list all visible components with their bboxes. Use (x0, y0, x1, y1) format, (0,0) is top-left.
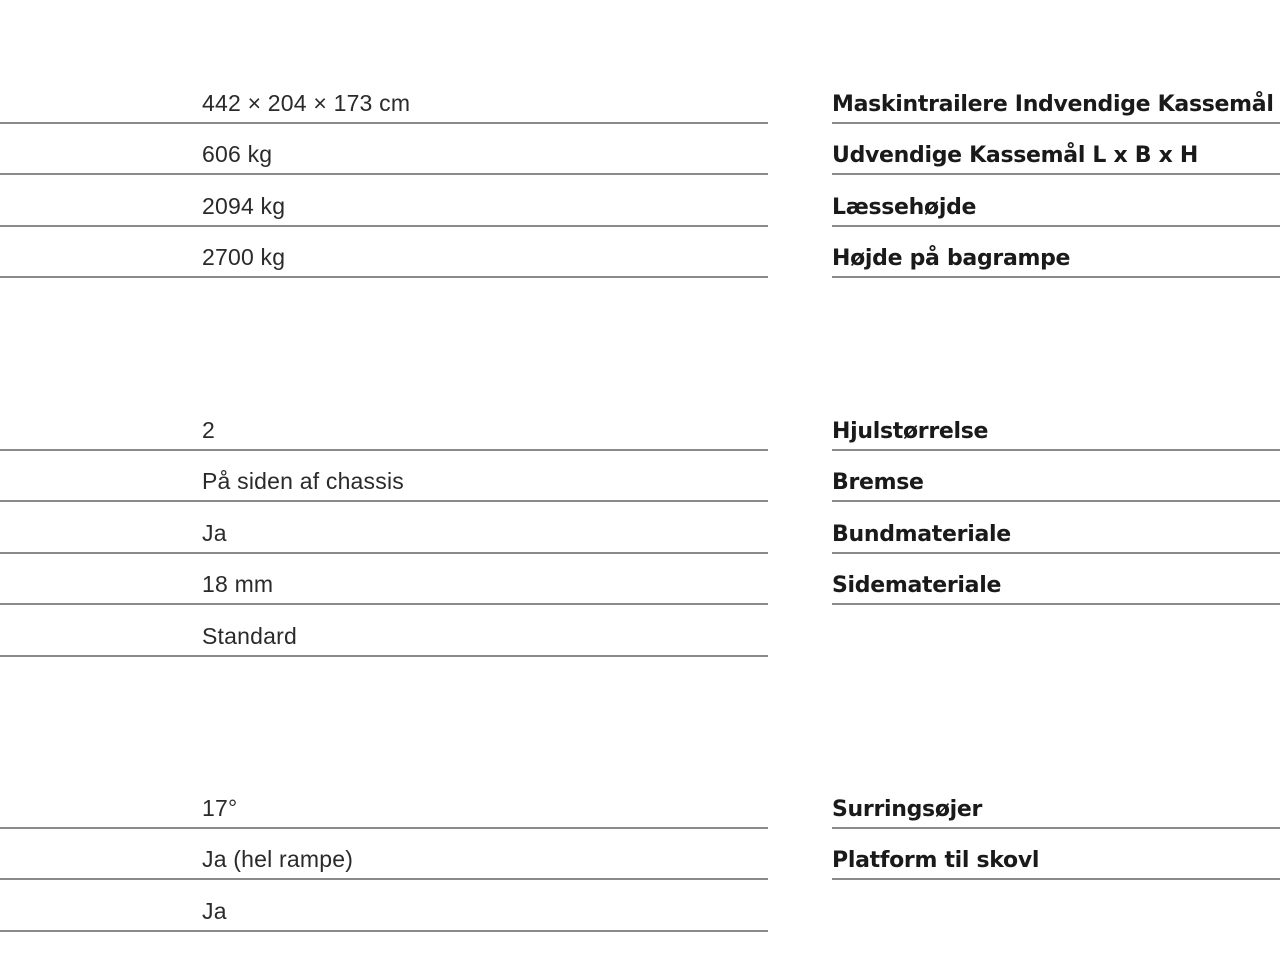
spec-value-row (0, 72, 768, 124)
spec-value-row (0, 227, 768, 279)
spec-label: Læssehøjde (832, 194, 977, 220)
spec-label: Bremse (832, 470, 924, 495)
spec-value-row (0, 124, 768, 176)
spec-label: Platform til skovl (832, 848, 1040, 873)
spec-values-section-1 (0, 72, 768, 278)
spec-value: På siden af chassis (202, 468, 404, 494)
spec-value-row (0, 880, 768, 932)
spec-value: Standard (202, 622, 297, 649)
spec-label: Hjulstørrelse (832, 418, 989, 444)
spec-label-row (832, 175, 1280, 227)
spec-values-section-2 (0, 399, 768, 657)
spec-label-row (832, 777, 1280, 829)
spec-value: 2700 kg (202, 244, 286, 270)
spec-value: Ja (202, 519, 227, 546)
spec-labels-section-2 (832, 399, 1280, 605)
spec-value-row (0, 502, 768, 554)
spec-labels-section-1 (832, 72, 1280, 278)
spec-label: Højde på bagrampe (832, 246, 1071, 271)
spec-value-row (0, 829, 768, 881)
spec-label: Udvendige Kassemål L x B x H (832, 143, 1198, 168)
spec-label: Sidemateriale (832, 573, 1002, 598)
spec-value-row (0, 175, 768, 227)
spec-value: Ja (202, 897, 227, 924)
spec-label-row (832, 72, 1280, 124)
spec-value: 2 (202, 416, 215, 443)
spec-label: Maskintrailere Indvendige Kassemål (832, 91, 1274, 117)
spec-label-row (832, 829, 1280, 881)
spec-value: 606 kg (202, 141, 273, 167)
spec-value-row (0, 605, 768, 657)
spec-value: 2094 kg (202, 192, 286, 219)
spec-value: 442 × 204 × 173 cm (202, 89, 411, 116)
spec-label-row (832, 554, 1280, 606)
spec-value-row (0, 554, 768, 606)
spec-label-row (832, 502, 1280, 554)
spec-label: Surringsøjer (832, 796, 983, 822)
spec-label-row (832, 451, 1280, 503)
spec-value: 17° (202, 794, 238, 821)
spec-labels-section-3 (832, 777, 1280, 880)
spec-label-row (832, 399, 1280, 451)
spec-label-row (832, 227, 1280, 279)
spec-value-row (0, 777, 768, 829)
spec-label-row (832, 124, 1280, 176)
spec-value-row (0, 451, 768, 503)
spec-value: 18 mm (202, 571, 274, 597)
spec-values-section-3 (0, 777, 768, 932)
spec-value: Ja (hel rampe) (202, 846, 354, 872)
spec-value-row (0, 399, 768, 451)
spec-label: Bundmateriale (832, 521, 1011, 547)
